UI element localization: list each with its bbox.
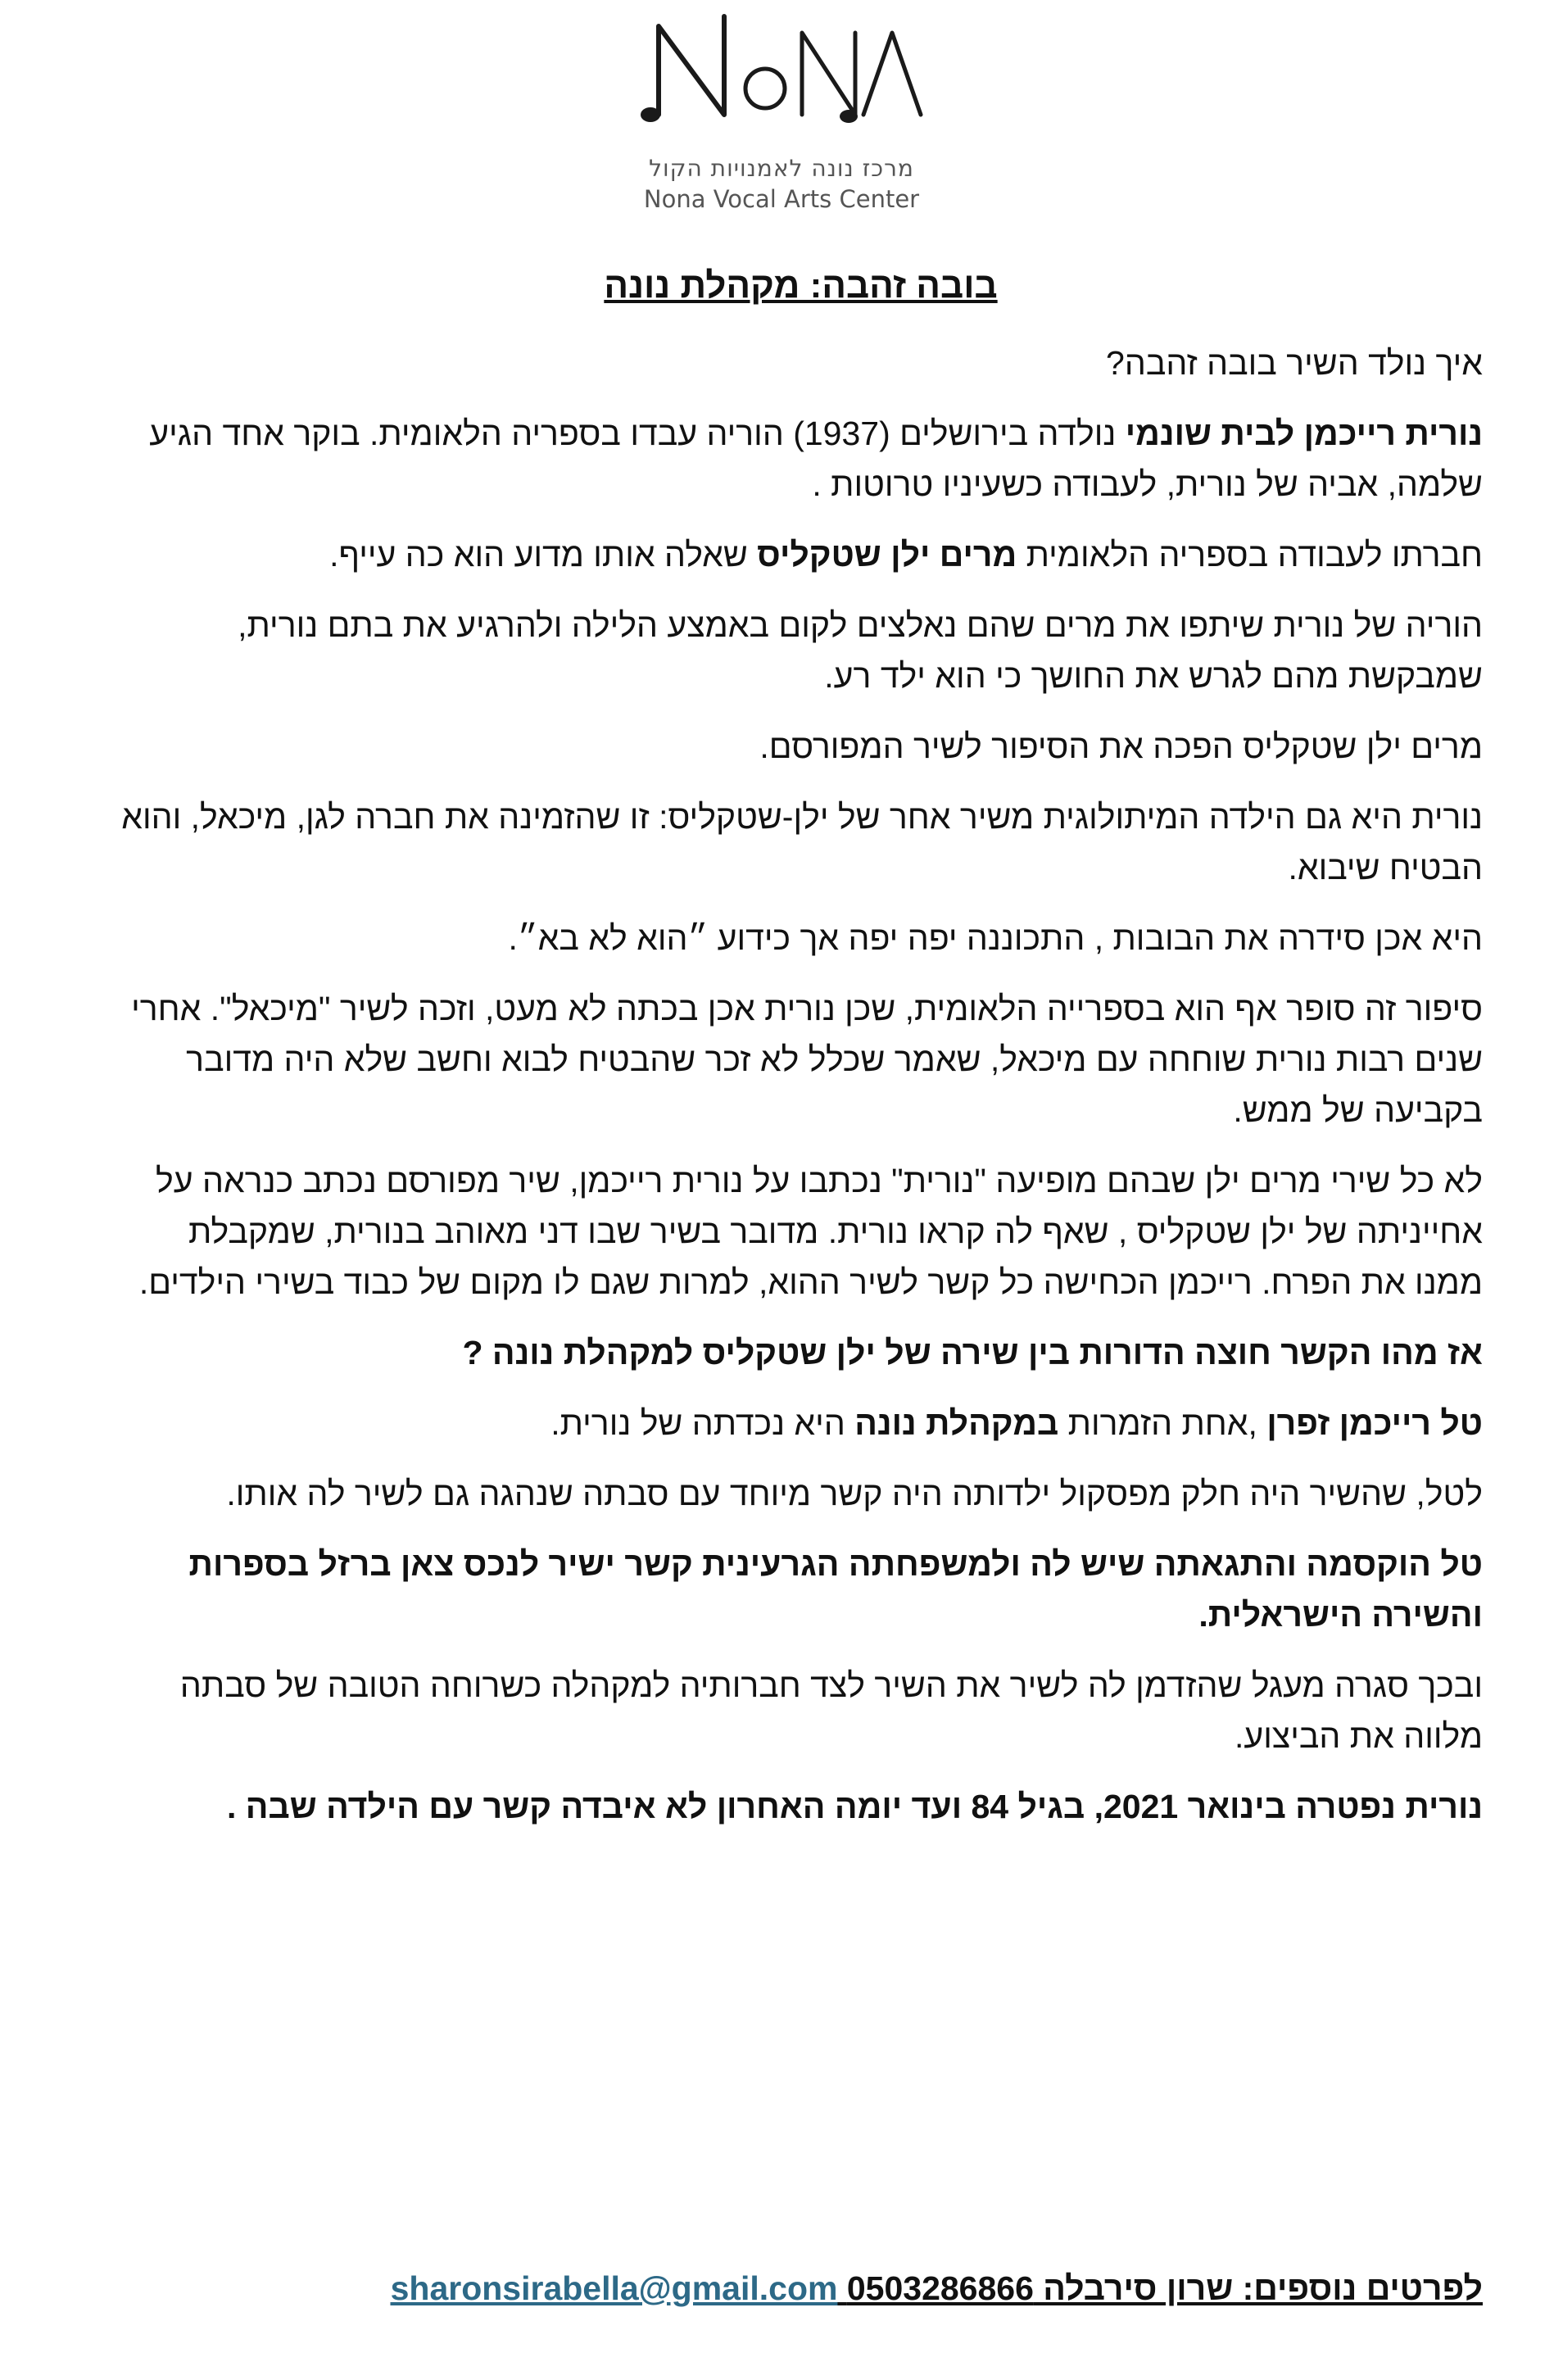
- paragraph-tal-pride: טל הוקסמה והתגאתה שיש לה ולמשפחתה הגרעינית קשר ישיר לנכס צאן ברזל בספרות והשירה הישראלית.: [188, 1545, 1483, 1634]
- contact-label: לפרטים נוספים: שרון סירבלה: [1033, 2269, 1483, 2307]
- paragraph-tal-text-a: ,אחת הזמרות: [1058, 1404, 1267, 1442]
- nurit-name-bold: נורית רייכמן לבית שונמי: [1125, 415, 1483, 452]
- paragraph-nurit-death: נורית נפטרה בינואר 2021, בגיל 84 ועד יומה האחרון לא איבדה קשר עם הילדה שבה .: [226, 1788, 1483, 1825]
- paragraph-nurit-intro: [119, 408, 1483, 510]
- paragraph-story-told: סיפור זה סופר אף הוא בספרייה הלאומית, שכן נורית אכן בכתה לא מעט, וזכה לשיר "מיכאל". אחרי שנים רבות נורית שוחחה עם מיכאל, שאמר שכלל לא זכר שהבטיח לבוא וחשב שלא היה מדובר בקביעה של ממש.: [131, 990, 1483, 1129]
- logo: [0, 8, 1563, 213]
- nona-logo-mark: [634, 8, 929, 131]
- paragraph-colleague: [119, 529, 1483, 580]
- paragraph-colleague-text-a: חברתו לעבודה בספריה הלאומית: [1017, 536, 1483, 573]
- paragraph-colleague-text-b: שאלה אותו מדוע הוא כה עייף.: [329, 536, 758, 573]
- paragraph-parents: הוריה של נורית שיתפו את מרים שהם נאלצים לקום באמצע הלילה ולהרגיע את בתם נורית, שמבקשת מהם לגרש את החושך כי הוא ילד רע.: [238, 606, 1483, 695]
- paragraph-michael: נורית היא גם הילדה המיתולוגית משיר אחר של ילן-שטקליס: זו שהזמינה את חברה לגן, מיכאל, והוא הבטיח שיבוא.: [121, 798, 1483, 886]
- paragraph-question: איך נולד השיר בובה זהבה?: [1106, 344, 1483, 382]
- tal-name-bold: טל רייכמן זפרן: [1266, 1404, 1483, 1442]
- paragraph-song-origin: מרים ילן שטקליס הפכה את הסיפור לשיר המפורסם.: [759, 728, 1483, 765]
- page-title: בובה זהבה: מקהלת נונה: [604, 265, 998, 306]
- paragraph-tal-text-b: היא נכדתה של נורית.: [550, 1404, 855, 1442]
- contact-phone: 0503286866: [846, 2269, 1034, 2307]
- paragraph-connection-question: אז מהו הקשר חוצה הדורות בין שירה של ילן שטקליס למקהלת נונה ?: [462, 1334, 1483, 1371]
- logo-subtitle-english: Nona Vocal Arts Center: [643, 185, 920, 213]
- nona-wordmark-icon: [634, 8, 929, 131]
- miriam-name-bold: מרים ילן שטקליס: [757, 536, 1017, 573]
- paragraph-other-songs: לא כל שירי מרים ילן שבהם מופיעה "נורית" נכתבו על נורית רייכמן, שיר מפורסם נכתב כנראה על אחייניתה של ילן שטקליס , שאף לה קראו נורית. מדובר בשיר שבו דני מאוהב בנורית, שמקבלת ממנו את הפרח. רייכמן הכחישה כל קשר לשיר ההוא, למרות שגם לו מקום של כבוד בשירי הילדים.: [138, 1162, 1483, 1301]
- paragraph-nurit-intro-text: נולדה בירושלים (1937) הוריה עבדו בספריה הלאומית. בוקר אחד הגיע שלמה, אביה של נורית, לעבודה כשעיניו טרוטות .: [149, 415, 1483, 503]
- logo-subtitle-hebrew: מרכז נונה לאמנויות הקול: [649, 155, 914, 182]
- contact-email-link[interactable]: sharonsirabella@gmail.com: [390, 2269, 838, 2307]
- paragraph-tal: [119, 1398, 1483, 1448]
- nona-choir-bold: במקהלת נונה: [854, 1404, 1059, 1442]
- paragraph-dolls: היא אכן סידרה את הבובות , התכוננה יפה יפה אך כידוע ״הוא לא בא״.: [508, 919, 1483, 957]
- paragraph-full-circle: ובכך סגרה מעגל שהזדמן לה לשיר את השיר לצד חברותיה למקהלה כשרוחה הטובה של סבתה מלווה את הביצוע.: [179, 1666, 1483, 1755]
- document-body: [119, 246, 1483, 1852]
- contact-line: [119, 2269, 1483, 2308]
- paragraph-tal-grandmother: לטל, שהשיר היה חלק מפסקול ילדותה היה קשר מיוחד עם סבתה שנהגה גם לשיר לה אותו.: [226, 1475, 1483, 1512]
